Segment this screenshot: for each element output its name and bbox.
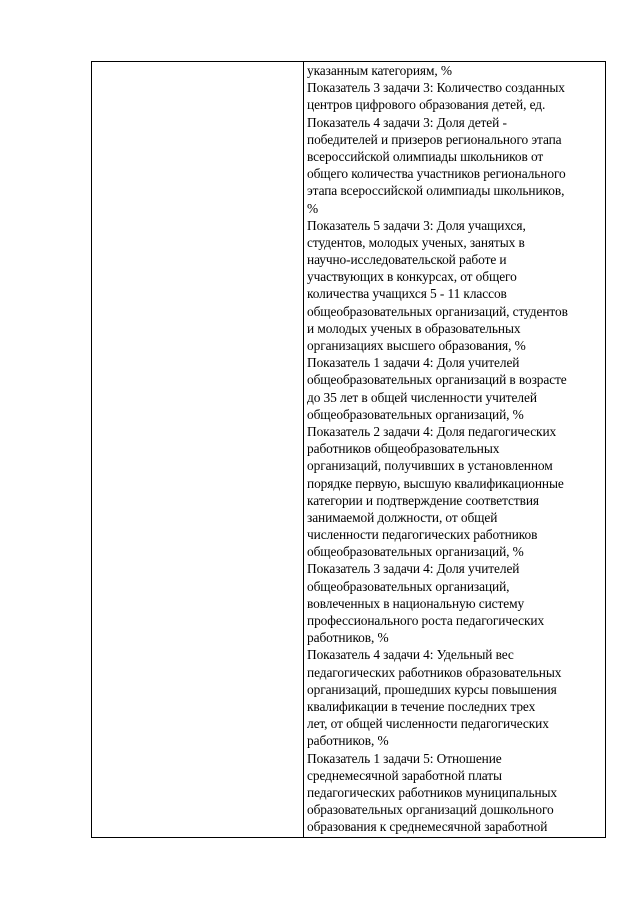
text-line: педагогических работников муниципальных	[307, 784, 558, 800]
text-line: общего количества участников регионального	[307, 166, 566, 182]
text-line: участвующих в конкурсах, от общего	[307, 269, 517, 285]
text-line: %	[307, 200, 319, 216]
text-line: образовательных организаций дошкольного	[307, 802, 554, 818]
text-line: организаций, прошедших курсы повышения	[307, 681, 557, 697]
text-line: общеобразовательных организаций в возрасте	[307, 372, 567, 388]
text-line: общеобразовательных организаций, %	[307, 406, 524, 422]
text-line: численности педагогических работников	[307, 527, 538, 543]
text-line: и молодых ученых в образовательных	[307, 320, 521, 336]
text-line: всероссийской олимпиады школьников от	[307, 148, 544, 164]
text-line: работников, %	[307, 630, 389, 646]
text-line: работников общеобразовательных	[307, 441, 500, 457]
text-line: центров цифрового образования детей, ед.	[307, 97, 546, 113]
text-line: среднемесячной заработной платы	[307, 767, 502, 783]
text-line: Показатель 1 задачи 4: Доля учителей	[307, 355, 520, 371]
text-line: категории и подтверждение соответствия	[307, 492, 539, 508]
text-line: Показатель 4 задачи 4: Удельный вес	[307, 647, 514, 663]
text-line: общеобразовательных организаций, %	[307, 544, 524, 560]
text-line: студентов, молодых ученых, занятых в	[307, 234, 525, 250]
document-table	[91, 61, 606, 838]
text-line: занимаемой должности, от общей	[307, 509, 498, 525]
text-line: образования к среднемесячной заработной	[307, 819, 548, 835]
text-line: порядке первую, высшую квалификационные	[307, 475, 564, 491]
text-line: профессионального роста педагогических	[307, 613, 545, 628]
left-cell	[92, 62, 303, 837]
text-line: общеобразовательных организаций,	[307, 578, 510, 594]
text-line: Показатель 5 задачи 3: Доля учащихся,	[307, 217, 526, 233]
text-line: организациях высшего образования, %	[307, 338, 526, 353]
text-line: до 35 лет в общей численности учителей	[307, 389, 537, 405]
text-line: педагогических работников образовательных	[307, 664, 562, 680]
text-line: квалификации в течение последних трех	[307, 698, 536, 714]
right-cell	[307, 62, 605, 837]
text-line: этапа всероссийской олимпиады школьников,	[307, 183, 565, 199]
text-line: Показатель 3 задачи 3: Количество созданных	[307, 80, 565, 96]
text-line: научно-исследовательской работе и	[307, 252, 507, 268]
text-line: Показатель 3 задачи 4: Доля учителей	[307, 561, 520, 577]
text-line: лет, от общей численности педагогических	[307, 716, 549, 732]
text-line: количества учащихся 5 - 11 классов	[307, 286, 507, 302]
text-line: Показатель 1 задачи 5: Отношение	[307, 750, 502, 766]
text-line: указанным категориям, %	[307, 63, 452, 78]
text-line: вовлеченных в национальную систему	[307, 595, 525, 611]
text-line: Показатель 2 задачи 4: Доля педагогических	[307, 423, 557, 439]
text-line: работников, %	[307, 733, 389, 749]
text-line: организаций, получивших в установленном	[307, 458, 553, 474]
text-line: победителей и призеров регионального этапа	[307, 131, 562, 147]
text-line: общеобразовательных организаций, студентов	[307, 303, 568, 319]
text-line: Показатель 4 задачи 3: Доля детей -	[307, 114, 507, 130]
column-divider	[303, 62, 304, 837]
